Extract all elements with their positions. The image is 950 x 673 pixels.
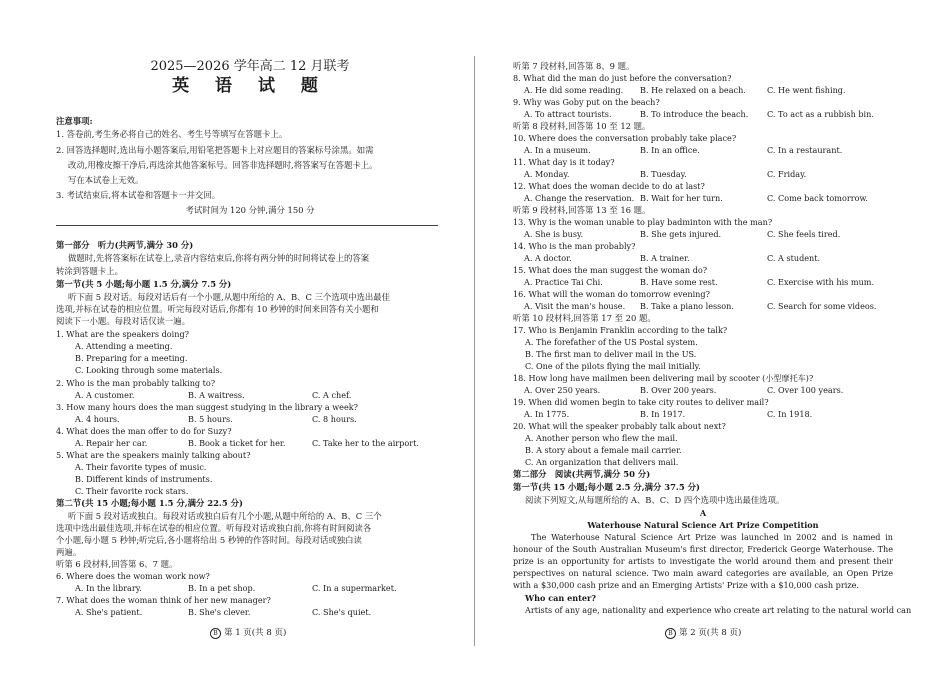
option: A. Another person who flew the mail. xyxy=(525,433,678,443)
option: A. In a museum. xyxy=(524,145,591,155)
note-line: 改动,用橡皮擦干净后,再选涂其他答案标号。回答非选择题时,将答案写在答题卡上。 xyxy=(68,160,378,170)
option: B. Book a ticket for her. xyxy=(188,438,286,448)
material-7-note: 听第 7 段材料,回答第 8、9 题。 xyxy=(513,61,635,71)
passage-title: Waterhouse Natural Science Art Prize Competition xyxy=(587,520,819,530)
option: A. In 1775. xyxy=(524,409,570,419)
option: C. She feels tired. xyxy=(767,229,841,239)
question-18: 18. How long have mailmen been delivering mail by scooter (小型摩托车)? xyxy=(513,373,814,383)
question-3: 3. How many hours does the man suggest studying in the library a week? xyxy=(56,402,359,412)
passage-paragraph: Artists of any age, nationality and experience who create art relating to the natural world can xyxy=(525,605,912,615)
option: B. Tuesday. xyxy=(640,169,687,179)
option: A. 4 hours. xyxy=(75,414,120,424)
option: C. Friday. xyxy=(767,169,807,179)
option: A. Practice Tai Chi. xyxy=(524,277,603,287)
section2-heading: 第二节(共 15 小题;每小题 1.5 分,满分 22.5 分) xyxy=(56,498,243,508)
page-footer xyxy=(210,626,286,639)
option: C. He went fishing. xyxy=(767,85,846,95)
left-page xyxy=(56,0,444,673)
question-2: 2. Who is the man probably talking to? xyxy=(56,378,216,388)
question-6: 6. Where does the woman work now? xyxy=(56,571,210,581)
time-note: 考试时间为 120 分钟,满分 150 分 xyxy=(185,205,315,215)
option: B. In a pet shop. xyxy=(188,583,256,593)
section2-intro: 两遍。 xyxy=(56,547,82,557)
option: C. 8 hours. xyxy=(312,414,357,424)
passage-subheading: Who can enter? xyxy=(525,593,596,603)
option: B. In 1917. xyxy=(640,409,686,419)
question-13: 13. Why is the woman unable to play badminton with the man? xyxy=(513,217,773,227)
option: B. 5 hours. xyxy=(188,414,233,424)
option: A. Change the reservation. xyxy=(524,193,635,203)
option: A. He did some reading. xyxy=(524,85,624,95)
notes-heading: 注意事项: xyxy=(56,116,93,126)
passage-paragraph: The Waterhouse Natural Science Art Prize was launched in 2002 and is named in honour of the South Australian Museum's first director, Frederick George Waterhouse. The prize is an opportunity for artists to investigate the world around them and present their perspectives on natural science. Two main award categories are available, an Open Prize with a $30,000 cash prize and an Emerging Artists' Prize with a $10,000 cash prize. xyxy=(513,532,893,591)
passage-letter: A xyxy=(699,508,707,518)
part2-section1-intro: 阅读下列短文,从每题所给的 A、B、C、D 四个选项中选出最佳选项。 xyxy=(525,495,785,505)
option: A. To attract tourists. xyxy=(524,109,612,119)
option: C. Exercise with his mum. xyxy=(767,277,875,287)
part2-section1-heading: 第一节(共 15 小题;每小题 2.5 分,满分 37.5 分) xyxy=(513,482,700,492)
material-8-note: 听第 8 段材料,回答第 10 至 12 题。 xyxy=(513,121,651,131)
option: C. Search for some videos. xyxy=(767,301,877,311)
right-page xyxy=(513,0,912,673)
section2-intro: 个小题,每小题 5 秒钟;听完后,各小题将给出 5 秒钟的作答时间。每段对话或独白读 xyxy=(56,535,362,545)
question-4: 4. What does the man offer to do for Suzy? xyxy=(56,426,232,436)
option: B. A story about a female mail carrier. xyxy=(525,445,682,455)
option: A. A customer. xyxy=(75,390,135,400)
option: B. Wait for her turn. xyxy=(640,193,723,203)
question-20: 20. What will the speaker probably talk about next? xyxy=(513,421,726,431)
option: B. The first man to deliver mail in the US. xyxy=(525,349,697,359)
question-16: 16. What will the woman do tomorrow evening? xyxy=(513,289,710,299)
option: A. A doctor. xyxy=(524,253,572,263)
note-line: 2. 回答选择题时,选出每小题答案后,用铅笔把答题卡上对应题目的答案标号涂黑。如需 xyxy=(56,145,374,155)
part1-heading: 第一部分 听力(共两节,满分 30 分) xyxy=(56,240,194,250)
option: A. Over 250 years. xyxy=(524,385,601,395)
option: A. She is busy. xyxy=(524,229,584,239)
option: B. He relaxed on a beach. xyxy=(640,85,746,95)
option: A. The forefather of the US Postal system. xyxy=(525,337,698,347)
question-19: 19. When did women begin to take city routes to deliver mail? xyxy=(513,397,769,407)
section1-intro: 选项,并标在试卷的相应位置。听完每段对话后,你都有 10 秒钟的时间来回答有关小题和 xyxy=(56,304,379,314)
page-number: 第 1 页(共 8 页) xyxy=(224,628,287,638)
note-line: 3. 考试结束后,将本试卷和答题卡一并交回。 xyxy=(56,190,221,200)
option: C. She's quiet. xyxy=(312,607,372,617)
option: C. Their favorite rock stars. xyxy=(75,486,189,496)
option: B. In an office. xyxy=(640,145,700,155)
part2-heading: 第二部分 阅读(共两节,满分 50 分) xyxy=(513,469,651,479)
option: B. Take a piano lesson. xyxy=(640,301,734,311)
question-9: 9. Why was Goby put on the beach? xyxy=(513,97,660,107)
option: C. In 1918. xyxy=(767,409,813,419)
question-17: 17. Who is Benjamin Franklin according to the talk? xyxy=(513,325,728,335)
option: A. In the library. xyxy=(75,583,142,593)
section1-intro: 听下面 5 段对话。每段对话后有一个小题,从题中所给的 A、B、C 三个选项中选出最佳 xyxy=(68,292,390,302)
page-divider xyxy=(474,56,475,646)
material-10-note: 听第 10 段材料,回答第 17 至 20 题。 xyxy=(513,313,656,323)
option: C. In a supermarket. xyxy=(312,583,397,593)
option: C. One of the pilots flying the mail initially. xyxy=(525,361,701,371)
option: B. Preparing for a meeting. xyxy=(75,353,188,363)
option: C. Looking through some materials. xyxy=(75,365,223,375)
option: A. Repair her car. xyxy=(75,438,148,448)
page-footer xyxy=(665,626,741,639)
option: C. Take her to the airport. xyxy=(312,438,419,448)
option: A. Visit the man's house. xyxy=(524,301,626,311)
option: C. Over 100 years. xyxy=(767,385,844,395)
option: A. Attending a meeting. xyxy=(75,341,173,351)
question-15: 15. What does the man suggest the woman do? xyxy=(513,265,708,275)
exam-header-title: 2025—2026 学年高二 12 月联考 xyxy=(150,59,350,74)
section-divider xyxy=(56,225,438,226)
material-6-note: 听第 6 段材料,回答第 6、7 题。 xyxy=(56,559,178,569)
material-9-note: 听第 9 段材料,回答第 13 至 16 题。 xyxy=(513,205,651,215)
option: C. An organization that delivers mail. xyxy=(525,457,679,467)
option: B. She gets injured. xyxy=(640,229,722,239)
option: B. Have some rest. xyxy=(640,277,718,287)
question-14: 14. Who is the man probably? xyxy=(513,241,636,251)
section2-intro: 选项中选出最佳选项,并标在试卷的相应位置。听每段对话或独白前,你将有时间阅读各 xyxy=(56,523,372,533)
subject-title: 英 语 试 题 xyxy=(172,76,328,96)
option: B. Over 200 years. xyxy=(640,385,717,395)
option: A. She's patient. xyxy=(75,607,143,617)
section1-heading: 第一节(共 5 小题;每小题 1.5 分,满分 7.5 分) xyxy=(56,279,232,289)
option: B. A waitress. xyxy=(188,390,245,400)
question-1: 1. What are the speakers doing? xyxy=(56,329,189,339)
option: A. Monday. xyxy=(524,169,570,179)
question-7: 7. What does the woman think of her new manager? xyxy=(56,595,271,605)
question-11: 11. What day is it today? xyxy=(513,157,615,167)
option: A. Their favorite types of music. xyxy=(75,462,207,472)
question-12: 12. What does the woman decide to do at last? xyxy=(513,181,705,191)
paper-version-mark: B xyxy=(665,628,676,639)
question-10: 10. Where does the conversation probably take place? xyxy=(513,133,737,143)
option: C. To act as a rubbish bin. xyxy=(767,109,874,119)
section1-intro: 阅读下一小题。每段对话仅读一遍。 xyxy=(56,316,190,326)
question-8: 8. What did the man do just before the conversation? xyxy=(513,73,732,83)
option: C. A chef. xyxy=(312,390,352,400)
option: B. She's clever. xyxy=(188,607,251,617)
part1-intro: 做题时,先将答案标在试卷上,录音内容结束后,你将有两分钟的时间将试卷上的答案 xyxy=(68,253,370,263)
note-line: 写在本试卷上无效。 xyxy=(68,175,144,185)
question-5: 5. What are the speakers mainly talking about? xyxy=(56,450,251,460)
note-line: 1. 答卷前,考生务必将自己的姓名、考生号等填写在答题卡上。 xyxy=(56,129,288,139)
option: B. A trainer. xyxy=(640,253,690,263)
option: C. A student. xyxy=(767,253,821,263)
page-number: 第 2 页(共 8 页) xyxy=(679,628,742,638)
option: B. Different kinds of instruments. xyxy=(75,474,213,484)
option: C. Come back tomorrow. xyxy=(767,193,868,203)
paper-version-mark: B xyxy=(210,628,221,639)
section2-intro: 听下面 5 段对话或独白。每段对话或独白后有几个小题,从题中所给的 A、B、C 三个 xyxy=(68,511,382,521)
option: B. To introduce the beach. xyxy=(640,109,749,119)
part1-intro: 转涂到答题卡上。 xyxy=(56,266,123,276)
option: C. In a restaurant. xyxy=(767,145,843,155)
